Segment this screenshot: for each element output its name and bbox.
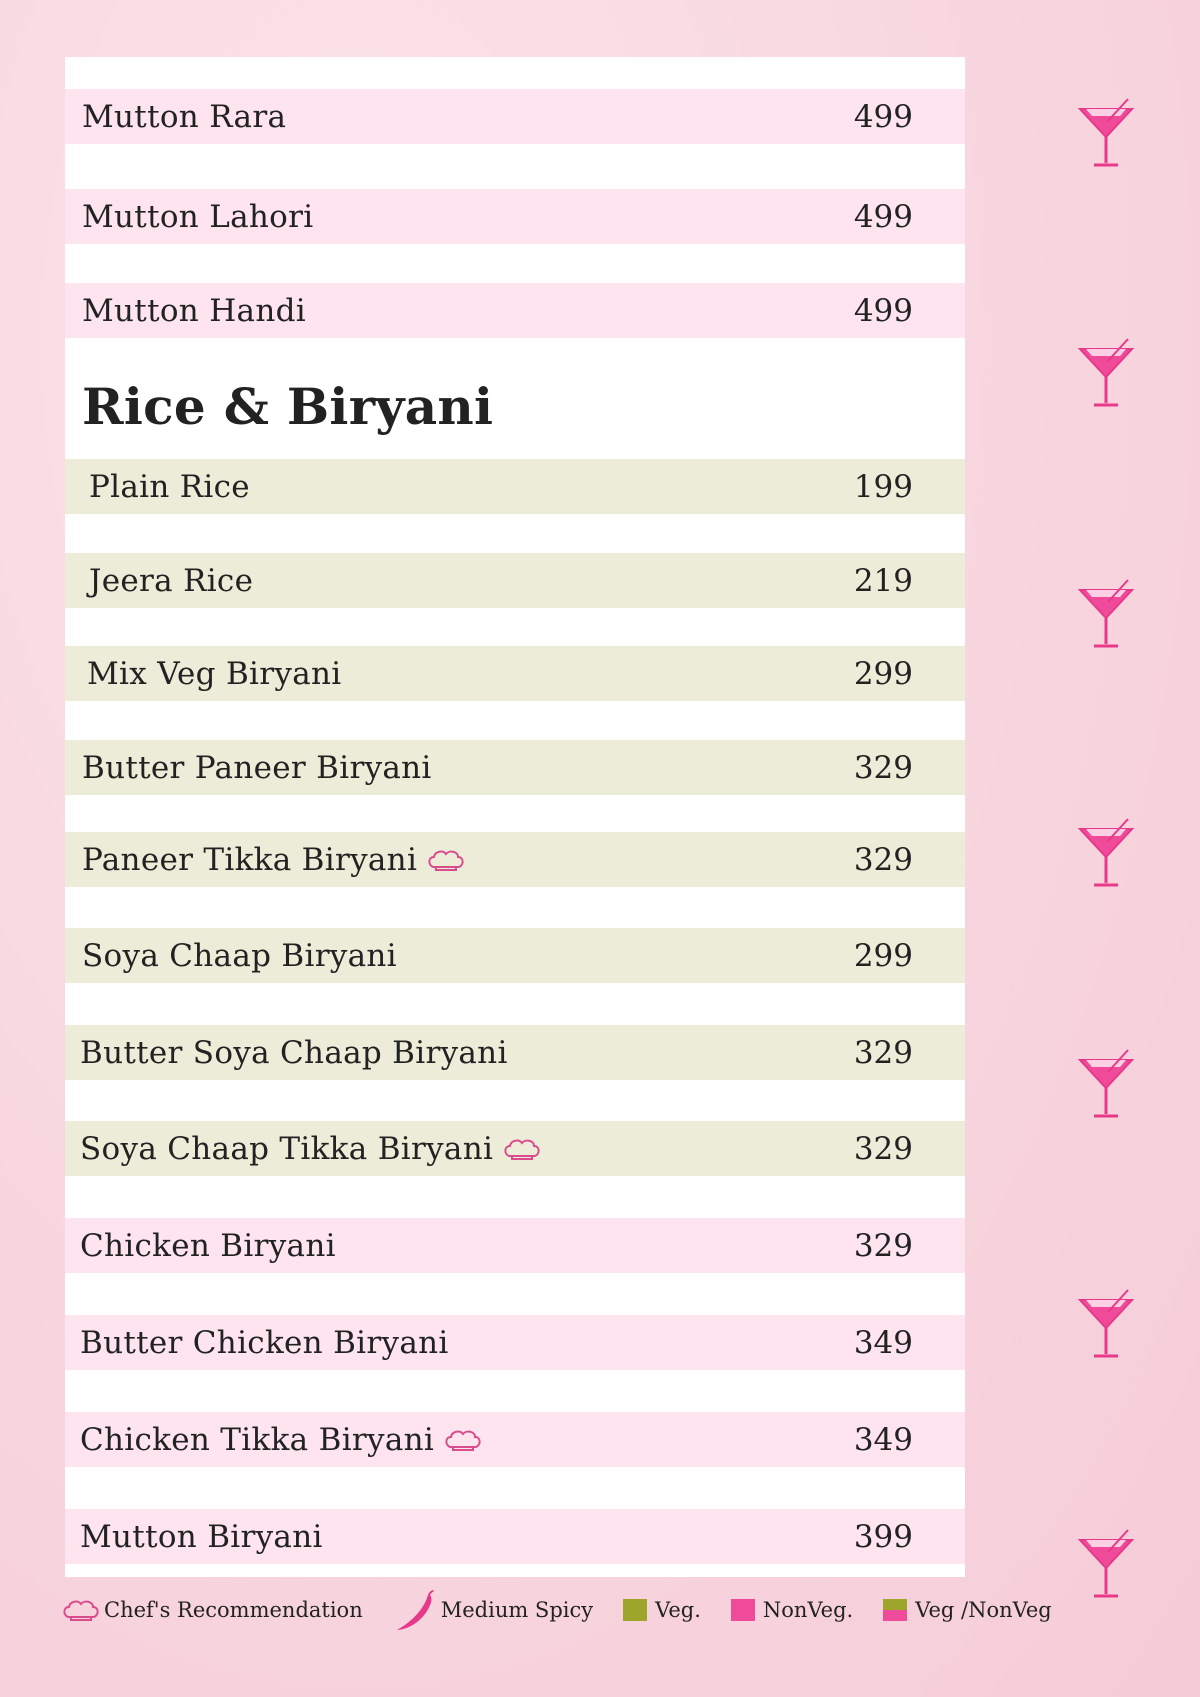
item-price: 329 bbox=[853, 749, 913, 786]
menu-row bbox=[65, 283, 965, 338]
menu-row bbox=[65, 646, 965, 701]
item-name: Plain Rice bbox=[89, 468, 250, 505]
legend-spicy-label: Medium Spicy bbox=[440, 1598, 594, 1622]
item-price: 299 bbox=[853, 655, 913, 692]
item-name-with-icon bbox=[82, 842, 465, 878]
menu-row bbox=[65, 1121, 965, 1176]
item-name: Butter Soya Chaap Biryani bbox=[80, 1034, 508, 1071]
item-price: 329 bbox=[853, 1227, 913, 1264]
menu-row bbox=[65, 189, 965, 244]
item-price: 349 bbox=[853, 1324, 913, 1361]
item-price: 349 bbox=[853, 1421, 913, 1458]
item-name: Mix Veg Biryani bbox=[87, 655, 342, 692]
item-price: 499 bbox=[853, 292, 913, 329]
item-name: Butter Paneer Biryani bbox=[82, 749, 432, 786]
martini-glass-icon bbox=[1076, 1048, 1136, 1120]
nonveg-marker bbox=[731, 1599, 755, 1621]
menu-row bbox=[65, 1218, 965, 1273]
menu-panel bbox=[65, 57, 965, 1577]
legend-spicy bbox=[393, 1587, 593, 1633]
menu-row bbox=[65, 553, 965, 608]
chef-hat-icon bbox=[62, 1597, 100, 1623]
menu-row bbox=[65, 459, 965, 514]
item-name: Butter Chicken Biryani bbox=[80, 1324, 449, 1361]
martini-glass-icon bbox=[1076, 97, 1136, 169]
legend-veg-label: Veg. bbox=[655, 1598, 701, 1622]
menu-row bbox=[65, 1025, 965, 1080]
martini-glass-icon bbox=[1076, 1528, 1136, 1600]
item-price: 399 bbox=[853, 1518, 913, 1555]
menu-row bbox=[65, 1315, 965, 1370]
item-name-with-icon bbox=[80, 1131, 541, 1167]
menu-row bbox=[65, 928, 965, 983]
martini-glass-icon bbox=[1076, 578, 1136, 650]
item-name: Chicken Biryani bbox=[80, 1227, 336, 1264]
legend-nonveg bbox=[731, 1598, 853, 1622]
item-price: 329 bbox=[853, 1034, 913, 1071]
legend-mixed-label: Veg /NonVeg bbox=[915, 1598, 1052, 1622]
menu-row bbox=[65, 1412, 965, 1467]
item-price: 299 bbox=[853, 937, 913, 974]
martini-glass-icon bbox=[1076, 1288, 1136, 1360]
item-price: 329 bbox=[853, 841, 913, 878]
item-price: 199 bbox=[853, 468, 913, 505]
item-name: Jeera Rice bbox=[89, 562, 254, 599]
legend-nonveg-label: NonVeg. bbox=[762, 1598, 854, 1622]
veg-marker bbox=[623, 1599, 647, 1621]
menu-row bbox=[65, 89, 965, 144]
chili-pepper-icon bbox=[393, 1587, 437, 1633]
martini-glass-icon bbox=[1076, 817, 1136, 889]
section-title: Rice & Biryani bbox=[82, 377, 494, 436]
item-name: Mutton Biryani bbox=[80, 1518, 323, 1555]
legend-veg bbox=[623, 1598, 701, 1622]
item-price: 499 bbox=[853, 198, 913, 235]
legend-chef-label: Chef's Recommendation bbox=[104, 1598, 363, 1622]
item-name: Soya Chaap Biryani bbox=[82, 937, 397, 974]
martini-glass-icon bbox=[1076, 337, 1136, 409]
item-price: 219 bbox=[853, 562, 913, 599]
item-name: Mutton Handi bbox=[82, 292, 306, 329]
legend-chef bbox=[62, 1597, 363, 1623]
item-name: Paneer Tikka Biryani bbox=[82, 841, 418, 878]
menu-row bbox=[65, 1509, 965, 1564]
item-price: 499 bbox=[853, 98, 913, 135]
item-price: 329 bbox=[853, 1130, 913, 1167]
chef-hat-icon bbox=[444, 1427, 482, 1453]
chef-hat-icon bbox=[503, 1136, 541, 1162]
menu-row bbox=[65, 740, 965, 795]
mixed-marker bbox=[883, 1599, 907, 1621]
legend-mixed bbox=[883, 1598, 1052, 1622]
item-name: Mutton Lahori bbox=[82, 198, 314, 235]
item-name: Mutton Rara bbox=[82, 98, 287, 135]
chef-hat-icon bbox=[427, 847, 465, 873]
legend bbox=[62, 1587, 1052, 1633]
item-name: Soya Chaap Tikka Biryani bbox=[80, 1130, 494, 1167]
item-name: Chicken Tikka Biryani bbox=[80, 1421, 435, 1458]
menu-row bbox=[65, 832, 965, 887]
item-name-with-icon bbox=[80, 1422, 482, 1458]
